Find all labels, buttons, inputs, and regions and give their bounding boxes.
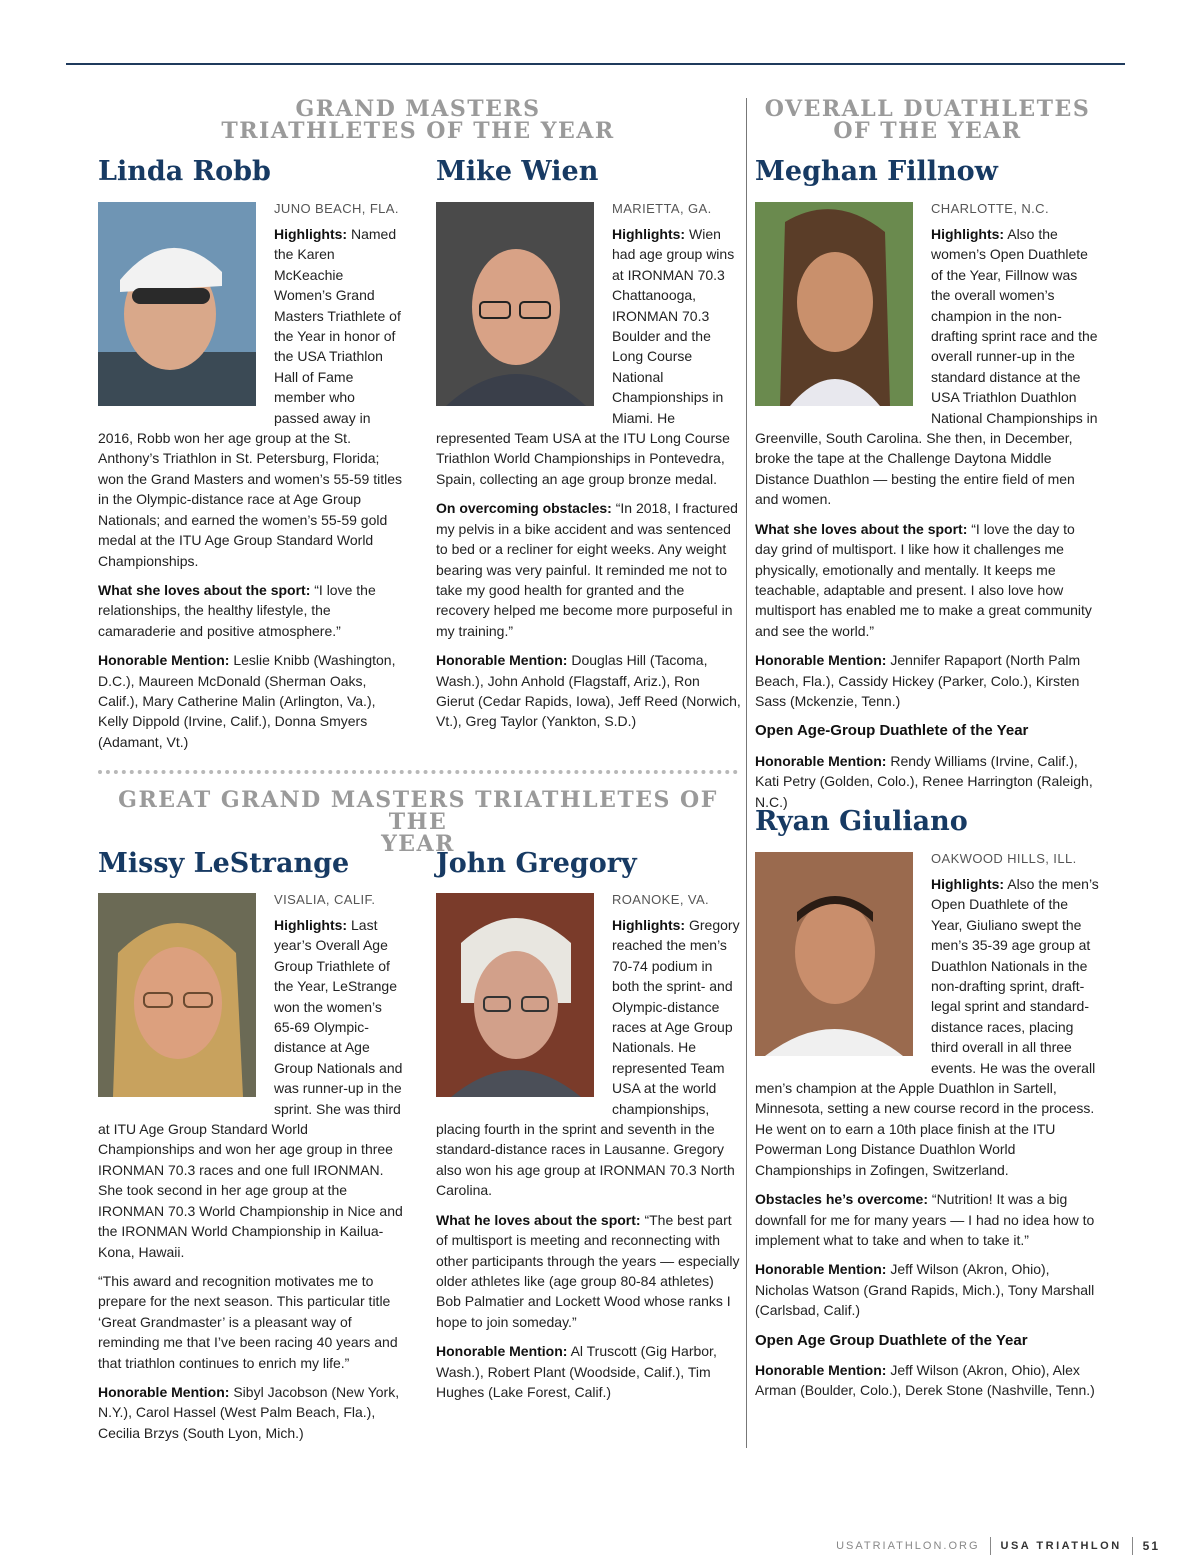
footer-separator bbox=[990, 1537, 991, 1555]
honorable-mention-label: Honorable Mention: bbox=[755, 652, 887, 669]
honorable-mention-label: Honorable Mention: bbox=[755, 1361, 887, 1378]
athlete-photo bbox=[436, 893, 594, 1097]
athlete-photo bbox=[755, 202, 913, 406]
honorable-mention-label: Honorable Mention: bbox=[755, 752, 887, 769]
honorable-mention-label: Honorable Mention: bbox=[98, 1383, 230, 1400]
footer-separator bbox=[1132, 1537, 1133, 1555]
athlete-name: Meghan Fillnow bbox=[755, 156, 998, 187]
honorable-mention-label: Honorable Mention: bbox=[755, 1261, 887, 1278]
athlete-profile-ryan-giuliano bbox=[755, 850, 1100, 1410]
honorable-mention-label: Honorable Mention: bbox=[436, 1343, 568, 1360]
highlights-label: Highlights: bbox=[931, 876, 1005, 892]
athlete-location: OAKWOOD HILLS, ILL. bbox=[931, 851, 1077, 866]
athlete-photo bbox=[98, 202, 256, 406]
portrait-photo-icon bbox=[98, 893, 256, 1097]
athlete-photo bbox=[98, 893, 256, 1097]
open-duathlete-heading: Open Age Group Duathlete of the Year bbox=[755, 1331, 1028, 1349]
honorable-mention-text: Jeff Wilson (Akron, Ohio), Alex Arman (Boulder, Colo.), Derek Stone (Nashville, Tenn.) bbox=[755, 1361, 1095, 1399]
portrait-photo-icon bbox=[755, 852, 913, 1056]
highlights-text: Last year’s Overall Age Group Triathlete of the Year, LeStrange won the women’s 65-69 Olympic-distance at Age Group Nationals and was runner-up in the sprint. She was third at ITU Age Group Standard World Championships and won her age group in three IRONMAN 70.3 races and one full IRONMAN. She took second in her age group at the IRONMAN 70.3 World Championship in Nice and the IRONMAN World Championship in Kailua-Kona, Hawaii. bbox=[98, 917, 403, 1260]
highlights-text: Gregory reached the men’s 70-74 podium in both the sprint- and Olympic-distance races at Age Group Nationals. He represented Team USA at the world championships, placing fourth in the sprint and seventh in the standard-distance races in Lausanne. Gregory also won his age group at IRONMAN 70.3 North Carolina. bbox=[436, 917, 740, 1199]
honorable-mention-text: Douglas Hill (Tacoma, Wash.), John Anhold (Flagstaff, Ariz.), Ron Gierut (Cedar Rapids, Iowa), Jeff Reed (Norwich, Vt.), Greg Taylor (Yankton, S.D.) bbox=[436, 652, 741, 730]
portrait-photo-icon bbox=[755, 202, 913, 406]
quote-label: On overcoming obstacles: bbox=[436, 500, 612, 517]
section-heading-grand-masters: GRAND MASTERS TRIATHLETES OF THE YEAR bbox=[221, 96, 615, 144]
honorable-mention-text: Jennifer Rapaport (North Palm Beach, Fla.), Cassidy Hickey (Parker, Colo.), Kirsten Sass (Mckenzie, Tenn.) bbox=[755, 652, 1081, 709]
athlete-name: Ryan Giuliano bbox=[755, 806, 968, 837]
highlights-label: Highlights: bbox=[931, 226, 1005, 242]
athlete-name: Linda Robb bbox=[98, 156, 271, 187]
quote-text: “I love the relationships, the healthy lifestyle, the camaraderie and positive atmosphere.” bbox=[98, 581, 376, 639]
athlete-name: Missy LeStrange bbox=[98, 848, 350, 879]
athlete-photo bbox=[436, 202, 594, 406]
dotted-divider bbox=[98, 770, 738, 774]
column-divider bbox=[746, 98, 747, 1448]
open-duathlete-heading: Open Age-Group Duathlete of the Year bbox=[755, 722, 1029, 740]
quote-text: “In 2018, I fractured my pelvis in a bike accident and was sentenced to bed or a recliner for eight weeks. Any weight bearing was very painful. It reminded me not to take my good health for granted and the recovery helped me become more purposeful in my training.” bbox=[436, 500, 738, 639]
highlights-text: Named the Karen McKeachie Women’s Grand Masters Triathlete of the Year in honor of the USA Triathlon Hall of Fame member who passed away in 2016, Robb won her age group at the St. Anthony’s Triathlon in St. Petersburg, Florida; won the Grand Masters and women’s 55-59 titles in the Olympic-distance race at Age Group Nationals; and earned the women’s 55-59 gold medal at the ITU Age Group Standard World Championships. bbox=[98, 226, 403, 569]
quote-label: What she loves about the sport: bbox=[98, 581, 311, 598]
highlights-text: Also the women’s Open Duathlete of the Year, Fillnow was the overall women’s champion in the non-drafting sprint race and the overall runner-up in the standard distance at the USA Triathlon Duathlon National Championships in Greenville, South Carolina. She then, in December, broke the tape at the Challenge Daytona Middle Distance Duathlon — besting the entire field of men and women. bbox=[755, 226, 1098, 508]
athlete-location: CHARLOTTE, N.C. bbox=[931, 201, 1049, 216]
honorable-mention-text: Rendy Williams (Irvine, Calif.), Kati Petry (Golden, Colo.), Renee Harrington (Raleigh, N.C.) bbox=[755, 752, 1093, 810]
athlete-profile-meghan-fillnow bbox=[755, 200, 1100, 821]
honorable-mention-label: Honorable Mention: bbox=[98, 652, 230, 669]
footer-url[interactable]: USATRIATHLON.ORG bbox=[836, 1540, 980, 1552]
quote-label: What he loves about the sport: bbox=[436, 1211, 641, 1228]
athlete-location: JUNO BEACH, FLA. bbox=[274, 201, 399, 216]
page-footer bbox=[836, 1536, 1160, 1556]
highlights-label: Highlights: bbox=[612, 226, 686, 242]
athlete-location: VISALIA, CALIF. bbox=[274, 892, 376, 907]
top-rule bbox=[66, 63, 1125, 65]
highlights-label: Highlights: bbox=[612, 917, 686, 933]
honorable-mention-text: Al Truscott (Gig Harbor, Wash.), Robert Plant (Woodside, Calif.), Tim Hughes (Lake Forest, Calif.) bbox=[436, 1343, 717, 1400]
athlete-photo bbox=[755, 852, 913, 1056]
page-number: 51 bbox=[1142, 1539, 1160, 1553]
quote-text: “The best part of multisport is meeting and reconnecting with other participants through the years — especially older athletes like (age group 80-84 athletes) Bob Palmatier and Lockett Wood whose ranks I hope to join someday.” bbox=[436, 1211, 740, 1330]
highlights-text: Wien had age group wins at IRONMAN 70.3 Chattanooga, IRONMAN 70.3 Boulder and the Long Course National Championships in Miami. He represented Team USA at the ITU Long Course Triathlon World Championships in Pontevedra, Spain, collecting an age group bronze medal. bbox=[436, 226, 735, 487]
athlete-location: ROANOKE, VA. bbox=[612, 892, 710, 907]
portrait-photo-icon bbox=[436, 893, 594, 1097]
athlete-profile-linda-robb bbox=[98, 200, 403, 761]
athlete-profile-john-gregory bbox=[436, 891, 741, 1411]
quote-text: “Nutrition! It was a big downfall for me for many years — I had no idea how to implement what to take and when to take it.” bbox=[755, 1191, 1095, 1248]
footer-brand: USA TRIATHLON bbox=[1000, 1540, 1122, 1552]
honorable-mention-text: Leslie Knibb (Washington, D.C.), Maureen McDonald (Sherman Oaks, Calif.), Mary Catherine Malin (Arlington, Va.), Kelly Dippold (Irvine, Calif.), Donna Smyers (Adamant, Vt.) bbox=[98, 652, 396, 750]
honorable-mention-text: Jeff Wilson (Akron, Ohio), Nicholas Watson (Grand Rapids, Mich.), Tony Marshall (Carlsbad, Calif.) bbox=[755, 1261, 1095, 1319]
section-heading-great-grand-masters: GREAT GRAND MASTERS TRIATHLETES OF THE YEAR bbox=[118, 787, 718, 857]
athlete-profile-mike-wien bbox=[436, 200, 741, 741]
quote-text: “I love the day to day grind of multisport. I like how it challenges me physically, emotionally and mentally. It keeps me teachable, adaptable and present. I also love how multisport has enabled me to make a great community and see the world.” bbox=[755, 520, 1092, 639]
quote-text: “This award and recognition motivates me to prepare for the next season. This particular title ‘Great Grandmaster’ is a pleasant way of reminding me that I’ve been racing 40 years and that triathlon continues to enrich my life.” bbox=[98, 1272, 398, 1371]
portrait-photo-icon bbox=[98, 202, 256, 406]
quote-label: Obstacles he’s overcome: bbox=[755, 1191, 929, 1208]
athlete-profile-missy-lestrange bbox=[98, 891, 403, 1452]
athlete-location: MARIETTA, GA. bbox=[612, 201, 712, 216]
portrait-photo-icon bbox=[436, 202, 594, 406]
honorable-mention-label: Honorable Mention: bbox=[436, 652, 568, 669]
section-heading-overall-duathletes: OVERALL DUATHLETES OF THE YEAR bbox=[764, 96, 1091, 144]
athlete-name: John Gregory bbox=[436, 848, 637, 879]
honorable-mention-text: Sibyl Jacobson (New York, N.Y.), Carol Hassel (West Palm Beach, Fla.), Cecilia Brzys (South Lyon, Mich.) bbox=[98, 1383, 400, 1441]
athlete-name: Mike Wien bbox=[436, 156, 599, 187]
quote-label: What she loves about the sport: bbox=[755, 520, 968, 537]
highlights-text: Also the men’s Open Duathlete of the Year, Giuliano swept the men’s 35-39 age group at Duathlon Nationals in the non-drafting sprint, draft-legal sprint and standard-distance races, placing third overall in all three events. He was the overall men’s champion at the Apple Duathlon in Sartell, Minnesota, setting a new course record in the process. He went on to earn a 10th place finish at the ITU Powerman Long Distance Duathlon World Championships in Zofingen, Switzerland. bbox=[755, 876, 1099, 1178]
highlights-label: Highlights: bbox=[274, 917, 348, 933]
highlights-label: Highlights: bbox=[274, 226, 348, 242]
